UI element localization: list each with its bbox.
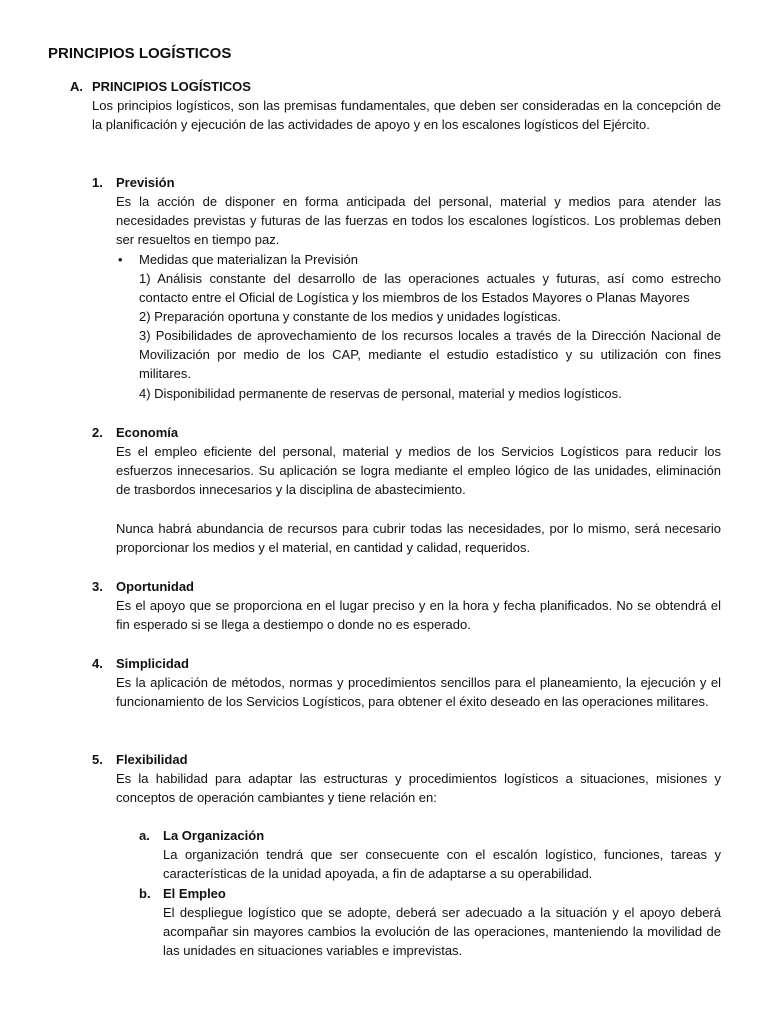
subitem-b-heading: El Empleo: [163, 886, 226, 901]
subitem-a-body: La organización tendrá que ser consecuente con el escalón logístico, funciones, tareas y características de la unidad apoyada, a fin de adaptarse a su operabilidad.: [163, 847, 721, 882]
item-3-heading: Oportunidad: [116, 579, 194, 594]
item-5-body: Es la habilidad para adaptar las estructuras y procedimientos logísticos a situaciones, misiones y conceptos de operación cambiantes y tiene relación en:: [116, 771, 721, 806]
item-1-marker: 1.: [92, 175, 103, 190]
item-4-body: Es la aplicación de métodos, normas y procedimientos sencillos para el planeamiento, la ejecución y el funcionamiento de los Servicios Logísticos, para obtener el éxito deseado en las operaciones militares.: [116, 675, 721, 710]
bullet-icon: •: [118, 252, 123, 267]
item-1-heading: Previsión: [116, 175, 175, 190]
item-1-measure-2: 2) Preparación oportuna y constante de los medios y unidades logísticas.: [139, 309, 562, 324]
item-5-marker: 5.: [92, 752, 103, 767]
item-3-marker: 3.: [92, 579, 103, 594]
section-a-heading: PRINCIPIOS LOGÍSTICOS: [92, 79, 251, 94]
item-2-marker: 2.: [92, 425, 103, 440]
item-2-body-2: Nunca habrá abundancia de recursos para cubrir todas las necesidades, por lo mismo, será necesario proporcionar los medios y el material, en cantidad y calidad, requeridos.: [116, 521, 721, 556]
item-1-measure-4: 4) Disponibilidad permanente de reservas de personal, material y medios logísticos.: [139, 386, 622, 401]
item-1-measure-3: 3) Posibilidades de aprovechamiento de los recursos locales a través de la Dirección Nacional de Movilización por medio de los CAP, mediante el estudio estadístico y su utilización con fines militares.: [139, 328, 721, 382]
item-1-measure-1: 1) Análisis constante del desarrollo de las operaciones actuales y futuras, así como estrecho contacto entre el Oficial de Logística y los miembros de los Estados Mayores o Planas Mayores: [139, 271, 721, 306]
subitem-a-marker: a.: [139, 828, 150, 843]
item-4-heading: Simplicidad: [116, 656, 189, 671]
section-a-intro: Los principios logísticos, son las premisas fundamentales, que deben ser consideradas en la concepción de la planificación y ejecución de las actividades de apoyo y en los escalones logísticos del Ejército.: [92, 98, 721, 133]
document-title: PRINCIPIOS LOGÍSTICOS: [48, 45, 232, 62]
subitem-b-body: El despliegue logístico que se adopte, deberá ser adecuado a la situación y el apoyo deberá acompañar sin mayores cambios la evolución de las operaciones, manteniendo la movilidad de las unidades en situaciones variables e imprevistas.: [163, 905, 721, 959]
item-5-heading: Flexibilidad: [116, 752, 188, 767]
subitem-a-heading: La Organización: [163, 828, 265, 843]
item-3-body: Es el apoyo que se proporciona en el lugar preciso y en la hora y fecha planificados. No se obtendrá el fin esperado si se llega a destiempo o donde no es esperado.: [116, 598, 721, 633]
section-a-marker: A.: [70, 79, 83, 94]
item-4-marker: 4.: [92, 656, 103, 671]
item-2-heading: Economía: [116, 425, 179, 440]
item-2-body: Es el empleo eficiente del personal, material y medios de los Servicios Logísticos para reducir los esfuerzos innecesarios. Su aplicación se logra mediante el empleo lógico de las unidades, eliminación de trasbordos innecesarios y la disciplina de abastecimiento.: [116, 444, 721, 498]
subitem-b-marker: b.: [139, 886, 151, 901]
item-1-body: Es la acción de disponer en forma anticipada del personal, material y medios para atender las necesidades previstas y futuras de las fuerzas en todos los escalones logísticos. Los problemas deben ser resueltos en tiempo paz.: [116, 194, 721, 248]
item-1-bullet-heading: Medidas que materializan la Previsión: [139, 252, 358, 267]
